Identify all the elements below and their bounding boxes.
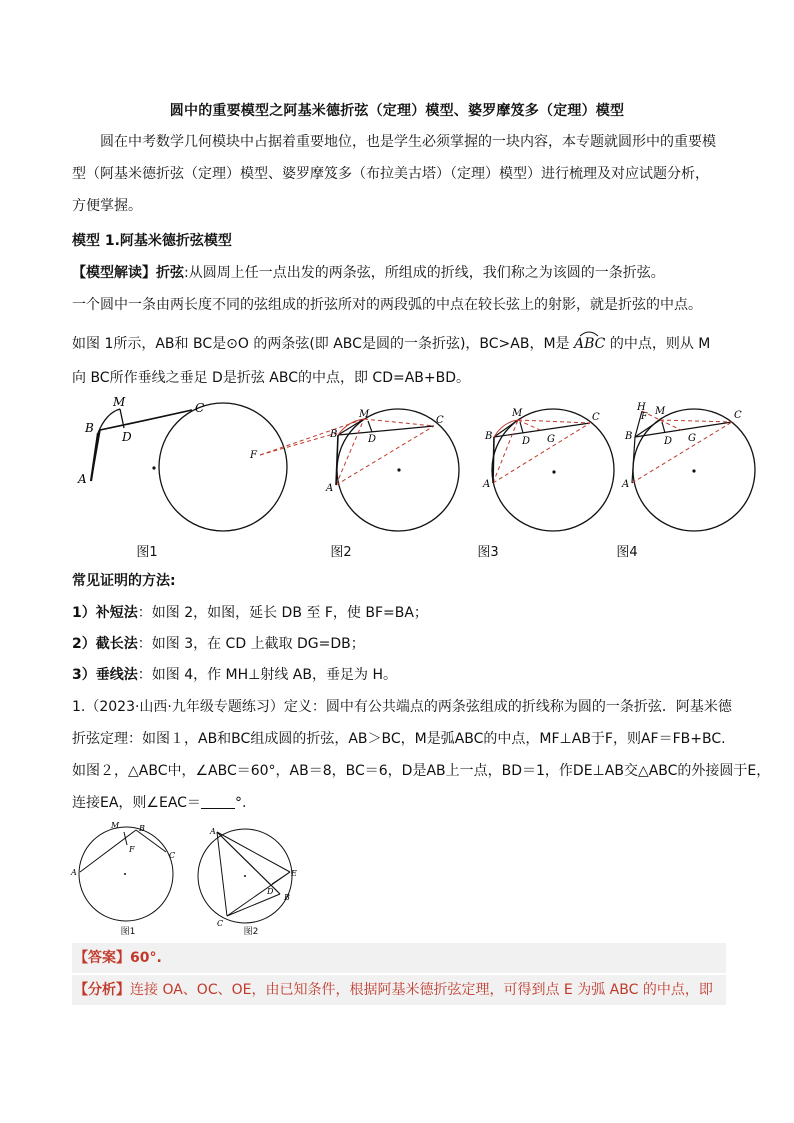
model-interpretation	[72, 262, 665, 282]
page-title: 圆中的重要模型之阿基米德折弦（定理）模型、婆罗摩笈多（定理）模型	[169, 103, 625, 119]
p1-fig2-a: A	[210, 827, 216, 836]
p1-fig1-b: B	[139, 824, 145, 833]
fig1-label-c: C	[195, 401, 205, 415]
p1-fig2-c: C	[217, 919, 224, 928]
p1-fig2-e: E	[291, 869, 297, 878]
figure-4	[621, 402, 755, 531]
method-1: 1）补短法：如图 2，如图，延长 DB 至 F，使 BF=BA；	[72, 605, 428, 621]
fig1-label-a: A	[78, 472, 87, 486]
fig3-label-g: G	[547, 434, 555, 445]
method-2: 2）截长法：如图 3，在 CD 上截取 DG=DB；	[72, 636, 365, 652]
fig4-label-c: C	[734, 410, 742, 421]
model-line3	[72, 333, 710, 353]
fig2-label-f: F	[250, 450, 257, 461]
problem1-line3: 如图２，△ABC中，∠ABC＝60°，AB＝8，BC＝6，D是AB上一点，BD＝1，作DE⊥AB交△ABC的外接圆于E，	[72, 763, 771, 779]
fig-caption-3: 图3	[477, 545, 499, 560]
problem-figure-1	[70, 821, 175, 921]
p1-fig1-m: M	[111, 821, 120, 830]
fig1-label-b: B	[85, 421, 94, 435]
fig-caption-1: 图1	[136, 545, 158, 560]
model-line3b: 的中点，则从 M	[609, 336, 711, 352]
arc-mark-icon	[578, 329, 600, 337]
fig4-label-f: F	[641, 412, 648, 422]
answer-blank	[201, 794, 235, 809]
problem1-figures	[70, 818, 310, 940]
fig2-label-m: M	[359, 409, 370, 420]
fig4-label-h: H	[637, 402, 646, 413]
fig2-label-d: D	[368, 434, 377, 445]
analysis-text: 连接 OA、OC、OE，由已知条件，根据阿基米德折弦定理，可得到点 E 为弧 ABC 的中点，即	[130, 982, 713, 998]
fig2-label-c: C	[436, 415, 444, 426]
analysis-row	[72, 975, 726, 1005]
fig3-label-b: B	[485, 431, 493, 442]
answer-row	[72, 943, 726, 973]
fig-caption-4: 图4	[616, 545, 638, 560]
model1-heading: 模型 1.阿基米德折弦模型	[72, 233, 232, 249]
fig4-label-m: M	[655, 406, 666, 417]
problem1-line4: 连接EA，则∠EAC＝ °.	[72, 795, 247, 811]
figures-1-4	[70, 395, 742, 555]
fig4-label-a: A	[622, 479, 630, 490]
interp-bold: 折弦	[156, 265, 184, 281]
problem1-line1: 1.（2023·山西·九年级专题练习）定义：圆中有公共端点的两条弦组成的折线称为圆的一条折弦．阿基米德	[72, 699, 732, 715]
methods-heading: 常见证明的方法:	[72, 573, 176, 589]
figure-1	[77, 395, 287, 531]
fig-caption-2: 图2	[330, 545, 352, 560]
interp-text: :从圆周上任一点出发的两条弦，所组成的折线，我们称之为该圆的一条折弦。	[184, 265, 665, 281]
p1-fig2-d: D	[267, 887, 274, 896]
problem-figure-2	[198, 827, 297, 928]
p1-fig2-b: B	[284, 893, 290, 902]
figure-2	[249, 409, 459, 531]
model-line4: 向 BC所作垂线之垂足 D是折弦 ABC的中点，即 CD=AB+BD。	[72, 370, 471, 386]
model-line2: 一个圆中一条由两长度不同的弦组成的折弦所对的两段弧的中点在较长弦上的射影，就是折弦的中点。	[72, 297, 702, 313]
problem-fig-caption-2: 图2	[243, 927, 259, 937]
problem1-line2: 折弦定理：如图１，AB和BC组成圆的折弦，AB＞BC，M是弧ABC的中点，MF⊥AB于F，则AF＝FB+BC.	[72, 731, 726, 747]
fig4-label-b: B	[625, 431, 633, 442]
fig2-label-a: A	[326, 483, 334, 494]
fig3-label-d: D	[522, 436, 531, 447]
fig4-label-g: G	[688, 433, 696, 444]
fig1-label-d: D	[122, 430, 132, 444]
interp-tag: 【模型解读】	[72, 265, 156, 281]
analysis-tag: 【分析】	[74, 982, 130, 998]
fig1-label-m: M	[113, 395, 126, 409]
intro-paragraph: 圆在中考数学几何模块中占据着重要地位，也是学生必须掌握的一块内容，本专题就圆形中的重要模型（阿基米德折弦（定理）模型、婆罗摩笈多（布拉美古塔）（定理）模型）进行梳理及对应试题分析，方便掌握。	[72, 134, 716, 214]
fig3-label-a: A	[483, 479, 491, 490]
answer-tag: 【答案】	[74, 950, 130, 966]
p1-fig1-a: A	[71, 868, 77, 877]
fig3-label-c: C	[592, 412, 600, 423]
fig4-label-d: D	[664, 436, 673, 447]
answer-value: 60°.	[130, 950, 162, 966]
model-line3a: 如图 1所示，AB和 BC是⊙O 的两条弦(即 ABC是圆的一条折弦)，BC>AB，M是	[72, 336, 570, 352]
fig3-label-m: M	[512, 408, 523, 419]
p1-fig1-c: C	[169, 851, 176, 860]
p1-fig1-f: F	[129, 845, 135, 854]
fig2-label-b: B	[330, 429, 338, 440]
method-3: 3）垂线法：如图 4，作 MH⊥射线 AB，垂足为 H。	[72, 667, 397, 683]
figure-3	[482, 408, 614, 531]
arc-abc: ABC	[574, 336, 610, 352]
problem-fig-caption-1: 图1	[120, 927, 136, 937]
